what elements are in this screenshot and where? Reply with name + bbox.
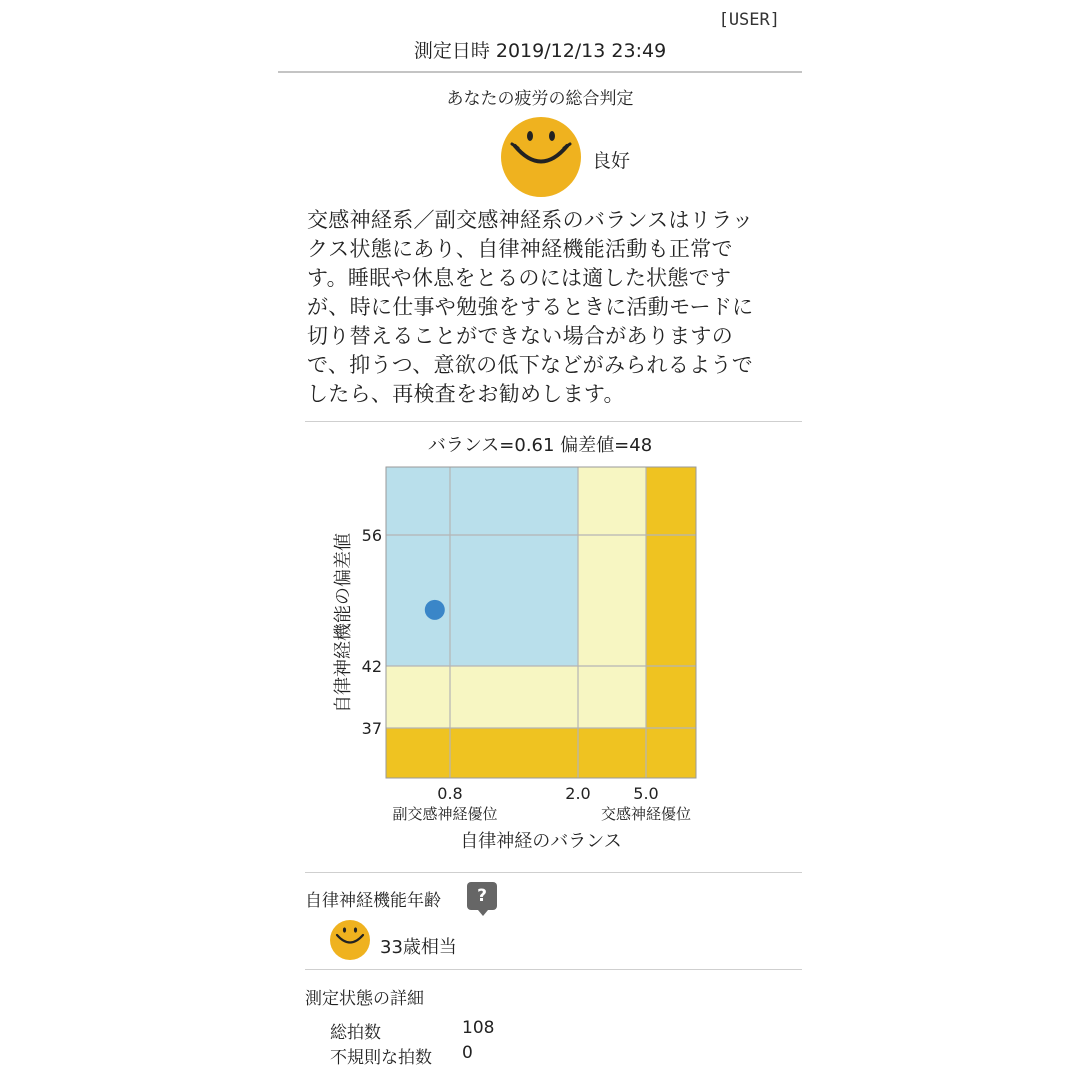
description-line: 交感神経系／副交感神経系のバランスはリラッ xyxy=(307,208,754,232)
measure-datetime: 測定日時 2019/12/13 23:49 xyxy=(413,40,667,62)
judgement-description xyxy=(307,206,777,409)
chart-title: バランス=0.61 偏差値=48 xyxy=(427,435,653,456)
overall-judgement-title: あなたの疲労の総合判定 xyxy=(446,89,634,109)
balance-chart xyxy=(300,455,740,865)
x-side-label-left: 副交感神経優位 xyxy=(392,805,498,823)
details-section-title: 測定状態の詳細 xyxy=(305,989,424,1009)
description-line: で、抑うつ、意欲の低下などがみられるようで xyxy=(307,353,754,377)
x-side-label-right: 交感神経優位 xyxy=(600,805,692,823)
smiley-face-icon xyxy=(330,920,370,960)
detail-label-total-beats: 総拍数 xyxy=(330,1023,381,1043)
detail-label-irregular-beats: 不規則な拍数 xyxy=(330,1048,432,1068)
chart-zones xyxy=(386,467,696,778)
age-section-title: 自律神経機能年齢 xyxy=(305,891,441,911)
zone-good xyxy=(386,467,578,666)
y-axis-label: 自律神経機能の偏差値 xyxy=(333,533,354,713)
x-tick-label: 0.8 xyxy=(437,784,463,803)
question-mark-icon[interactable]: ? xyxy=(467,882,497,910)
y-tick-label: 42 xyxy=(361,657,382,676)
header-divider xyxy=(278,71,802,73)
section-divider xyxy=(305,969,802,970)
description-line: す。睡眠や休息をとるのには適した状態です xyxy=(307,266,732,290)
x-tick-label: 2.0 xyxy=(565,784,591,803)
description-line: が、時に仕事や勉強をするときに活動モードに xyxy=(307,295,754,319)
detail-value-irregular-beats: 0 xyxy=(462,1043,473,1063)
y-tick-label: 37 xyxy=(361,719,382,738)
x-axis-label: 自律神経のバランス xyxy=(460,831,622,852)
smiley-face-icon xyxy=(501,117,581,197)
description-line: したら、再検査をお勧めします。 xyxy=(307,382,625,406)
zone-warning xyxy=(386,728,696,778)
user-tag: [USER] xyxy=(718,10,780,30)
section-divider xyxy=(305,872,802,873)
description-line: クス状態にあり、自律神経機能活動も正常で xyxy=(307,237,733,261)
x-tick-label: 5.0 xyxy=(633,784,659,803)
measurement-point xyxy=(425,600,445,620)
description-line: 切り替えることができない場合がありますの xyxy=(307,324,733,348)
age-value: 33歳相当 xyxy=(380,937,457,958)
verdict-text: 良好 xyxy=(592,150,631,172)
section-divider xyxy=(305,421,802,422)
y-tick-label: 56 xyxy=(361,526,382,545)
detail-value-total-beats: 108 xyxy=(462,1018,495,1038)
